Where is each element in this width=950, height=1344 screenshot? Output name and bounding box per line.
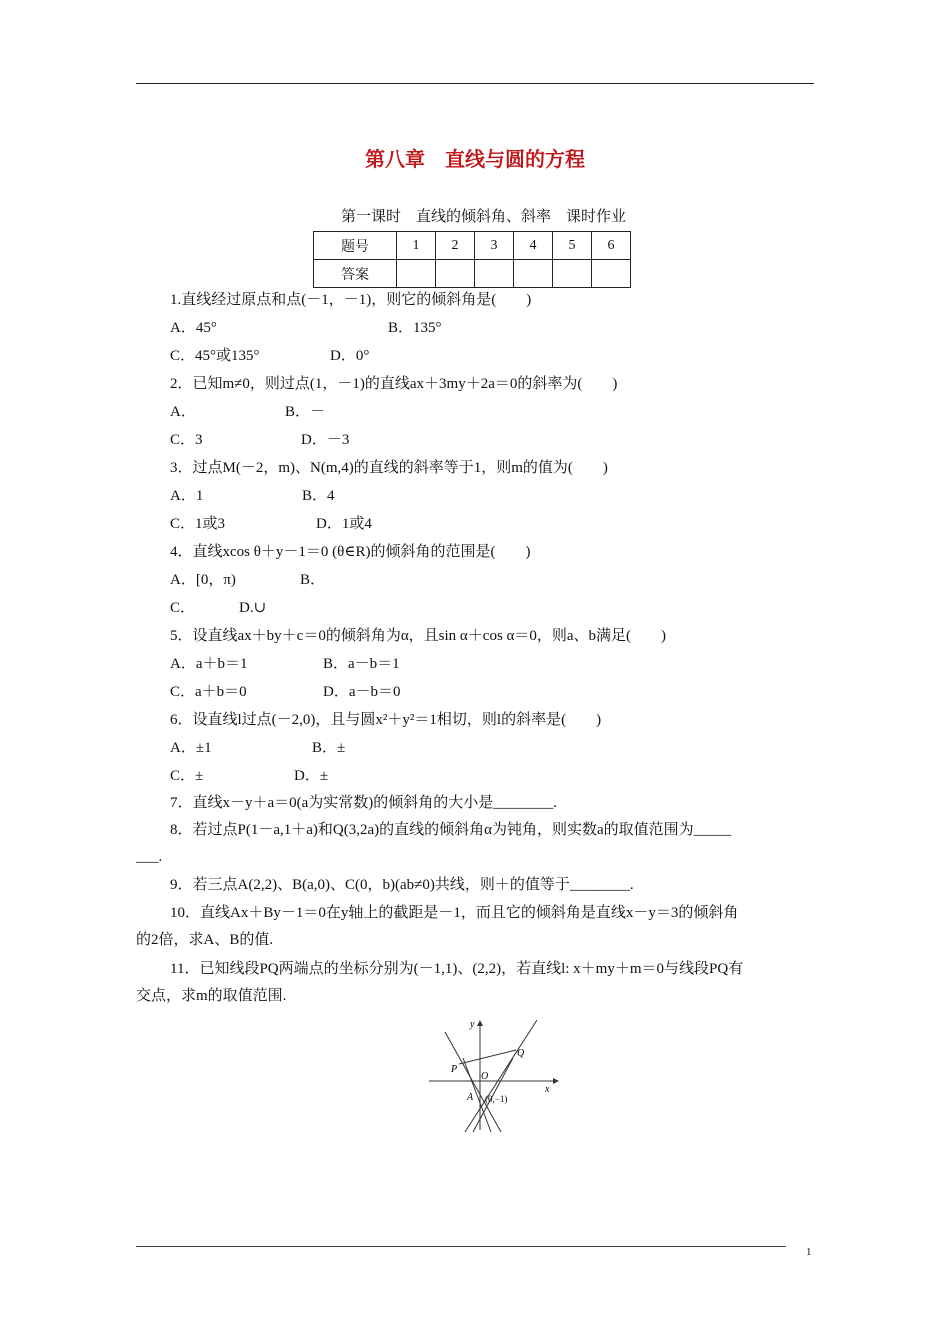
option-5d: D．a－b＝0 — [323, 684, 401, 700]
option-3d: D．1或4 — [316, 516, 372, 532]
option-4b: B． — [300, 572, 326, 588]
answer-table — [313, 231, 631, 288]
option-1d: D．0° — [330, 348, 370, 364]
table-cell: 5 — [553, 232, 592, 260]
option-1b: B．135° — [388, 320, 442, 336]
option-6b: B．± — [312, 740, 346, 756]
question-1: 1.直线经过原点和点(－1，－1)，则它的倾斜角是( ) — [170, 292, 532, 308]
question-11-line-1: 11．已知线段PQ两端点的坐标分别为(－1,1)、(2,2)，若直线l: x＋my＋m＝0与线段PQ有 — [170, 961, 744, 977]
answer-cell — [592, 260, 631, 288]
option-4c: C． — [170, 600, 196, 616]
option-6d: D．± — [294, 768, 329, 784]
question-10-line-2: 的2倍，求A、B的值. — [136, 932, 274, 948]
option-6a: A．±1 — [170, 740, 212, 756]
answer-cell — [436, 260, 475, 288]
answer-cell — [514, 260, 553, 288]
label-y: y — [470, 1019, 475, 1030]
header-rule — [136, 83, 814, 84]
label-o: O — [481, 1071, 489, 1082]
question-6: 6．设直线l过点(－2,0)，且与圆x²＋y²＝1相切，则l的斜率是( ) — [170, 712, 602, 728]
option-1c: C．45°或135° — [170, 348, 260, 364]
table-cell: 1 — [397, 232, 436, 260]
label-x: x — [545, 1084, 550, 1095]
label-a: A — [467, 1092, 474, 1103]
option-2a: A． — [170, 404, 196, 420]
option-5c: C．a＋b＝0 — [170, 684, 247, 700]
question-4: 4．直线xcos θ＋y－1＝0 (θ∈R)的倾斜角的范围是( ) — [170, 544, 531, 560]
segment-pq — [459, 1050, 516, 1064]
option-3a: A．1 — [170, 488, 204, 504]
question-9: 9．若三点A(2,2)、B(a,0)、C(0，b)(ab≠0)共线，则＋的值等于________. — [170, 877, 634, 893]
lesson-subtitle: 第一课时 直线的倾斜角、斜率 课时作业 — [341, 209, 627, 225]
option-3c: C．1或3 — [170, 516, 226, 532]
label-q: Q — [517, 1048, 525, 1059]
label-point-a: (0,−1) — [485, 1094, 508, 1104]
option-6c: C．± — [170, 768, 204, 784]
answer-cell — [553, 260, 592, 288]
label-p: P — [451, 1064, 458, 1075]
option-2d: D．－3 — [301, 432, 350, 448]
option-2b: B．－ — [285, 404, 326, 420]
option-3b: B．4 — [302, 488, 335, 504]
option-4a: A．[0，π) — [170, 572, 236, 588]
question-2: 2．已知m≠0，则过点(1，－1)的直线ax＋3my＋2a＝0的斜率为( ) — [170, 376, 618, 392]
question-8-line-1: 8．若过点P(1－a,1＋a)和Q(3,2a)的直线的倾斜角α为钝角，则实数a的取值范围为_____ — [170, 822, 732, 838]
question-8-line-2: ___. — [136, 849, 163, 865]
y-axis-arrow — [477, 1020, 483, 1026]
table-cell: 3 — [475, 232, 514, 260]
chapter-title: 第八章 直线与圆的方程 — [365, 147, 585, 171]
table-cell: 6 — [592, 232, 631, 260]
question-10-line-1: 10．直线Ax＋By－1＝0在y轴上的截距是－1，而且它的倾斜角是直线x－y＝3的倾斜角 — [170, 905, 739, 921]
line-through-p — [445, 1032, 501, 1132]
option-5b: B．a－b＝1 — [323, 656, 400, 672]
question-3: 3．过点M(－2，m)、N(m,4)的直线的斜率等于1，则m的值为( ) — [170, 460, 608, 476]
footer-rule — [136, 1246, 786, 1247]
page-number: 1 — [806, 1246, 812, 1258]
coordinate-figure — [425, 1018, 565, 1136]
question-5: 5．设直线ax＋by＋c＝0的倾斜角为α，且sin α＋cos α＝0，则a、b满足( ) — [170, 628, 667, 644]
question-7: 7．直线x－y＋a＝0(a为实常数)的倾斜角的大小是________. — [170, 795, 558, 811]
table-row — [314, 260, 631, 288]
answer-cell — [397, 260, 436, 288]
line-through-q — [465, 1020, 537, 1132]
option-2c: C．3 — [170, 432, 203, 448]
x-axis-arrow — [553, 1078, 559, 1084]
question-11-line-2: 交点，求m的取值范围. — [136, 988, 287, 1004]
option-1a: A．45° — [170, 320, 217, 336]
table-cell: 4 — [514, 232, 553, 260]
table-header-cell: 题号 — [314, 232, 397, 260]
table-header-cell: 答案 — [314, 260, 397, 288]
option-4d: D.∪ — [239, 600, 267, 616]
answer-cell — [475, 260, 514, 288]
option-5a: A．a＋b＝1 — [170, 656, 248, 672]
table-row — [314, 232, 631, 260]
table-cell: 2 — [436, 232, 475, 260]
